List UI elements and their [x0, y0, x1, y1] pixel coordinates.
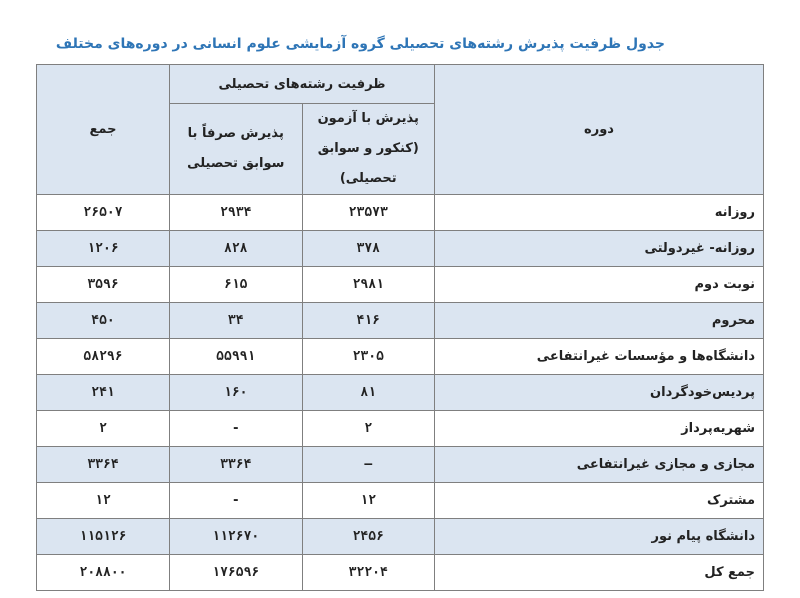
- period-cell: پردیس‌خودگردان: [435, 375, 764, 411]
- sum-cell: ۲۴۱: [37, 375, 170, 411]
- table-row: [37, 303, 764, 339]
- record-cell: ۵۵۹۹۱: [170, 339, 303, 375]
- sum-cell: ۳۳۶۴: [37, 447, 170, 483]
- table-row: [37, 519, 764, 555]
- record-cell: -: [170, 411, 303, 447]
- record-cell: ۳۴: [170, 303, 303, 339]
- period-cell: شهریه‌پرداز: [435, 411, 764, 447]
- sum-cell: ۱۲: [37, 483, 170, 519]
- sum-cell: ۳۵۹۶: [37, 267, 170, 303]
- header-record-admission: پذیرش صرفاً با سوابق تحصیلی: [170, 104, 303, 195]
- period-cell: نوبت دوم: [435, 267, 764, 303]
- header-sum: جمع: [37, 65, 170, 195]
- table-row: [37, 447, 764, 483]
- exam-cell: ۳۲۲۰۴: [302, 555, 435, 591]
- table-row: [37, 231, 764, 267]
- period-cell: محروم: [435, 303, 764, 339]
- record-cell: ۱۷۶۵۹۶: [170, 555, 303, 591]
- record-cell: -: [170, 483, 303, 519]
- sum-cell: ۱۱۵۱۲۶: [37, 519, 170, 555]
- sum-cell: ۵۸۲۹۶: [37, 339, 170, 375]
- record-cell: ۳۳۶۴: [170, 447, 303, 483]
- header-capacity: ظرفیت رشته‌های تحصیلی: [170, 65, 435, 104]
- record-cell: ۸۲۸: [170, 231, 303, 267]
- exam-cell: ۴۱۶: [302, 303, 435, 339]
- period-cell: جمع کل: [435, 555, 764, 591]
- exam-cell: ۱۲: [302, 483, 435, 519]
- period-cell: روزانه- غیردولتی: [435, 231, 764, 267]
- record-cell: ۶۱۵: [170, 267, 303, 303]
- record-cell: ۱۶۰: [170, 375, 303, 411]
- header-exam-admission: پذیرش با آزمون (کنکور و سوابق تحصیلی): [302, 104, 435, 195]
- sum-cell: ۲۶۵۰۷: [37, 195, 170, 231]
- exam-cell: ۲۳۵۷۳: [302, 195, 435, 231]
- period-cell: مجازی و مجازی غیرانتفاعی: [435, 447, 764, 483]
- record-cell: ۲۹۳۴: [170, 195, 303, 231]
- capacity-table: [36, 64, 764, 591]
- exam-cell: ۲۳۰۵: [302, 339, 435, 375]
- exam-cell: ۲۹۸۱: [302, 267, 435, 303]
- exam-cell: ۲۴۵۶: [302, 519, 435, 555]
- exam-cell: ۲: [302, 411, 435, 447]
- table-row: [37, 375, 764, 411]
- period-cell: دانشگاه پیام نور: [435, 519, 764, 555]
- sum-cell: ۲: [37, 411, 170, 447]
- table-row: [37, 339, 764, 375]
- table-row: [37, 267, 764, 303]
- header-period: دوره: [435, 65, 764, 195]
- record-cell: ۱۱۲۶۷۰: [170, 519, 303, 555]
- period-cell: مشترک: [435, 483, 764, 519]
- exam-cell: ۳۷۸: [302, 231, 435, 267]
- sum-cell: ۲۰۸۸۰۰: [37, 555, 170, 591]
- table-row: [37, 195, 764, 231]
- exam-cell: –: [302, 447, 435, 483]
- period-cell: دانشگاه‌ها و مؤسسات غیرانتفاعی: [435, 339, 764, 375]
- table-row: [37, 555, 764, 591]
- sum-cell: ۴۵۰: [37, 303, 170, 339]
- sum-cell: ۱۲۰۶: [37, 231, 170, 267]
- exam-cell: ۸۱: [302, 375, 435, 411]
- table-row: [37, 411, 764, 447]
- table-title: جدول ظرفیت پذیرش رشته‌های تحصیلی گروه آزمایشی علوم انسانی در دوره‌های مختلف: [55, 36, 665, 52]
- table-row: [37, 483, 764, 519]
- period-cell: روزانه: [435, 195, 764, 231]
